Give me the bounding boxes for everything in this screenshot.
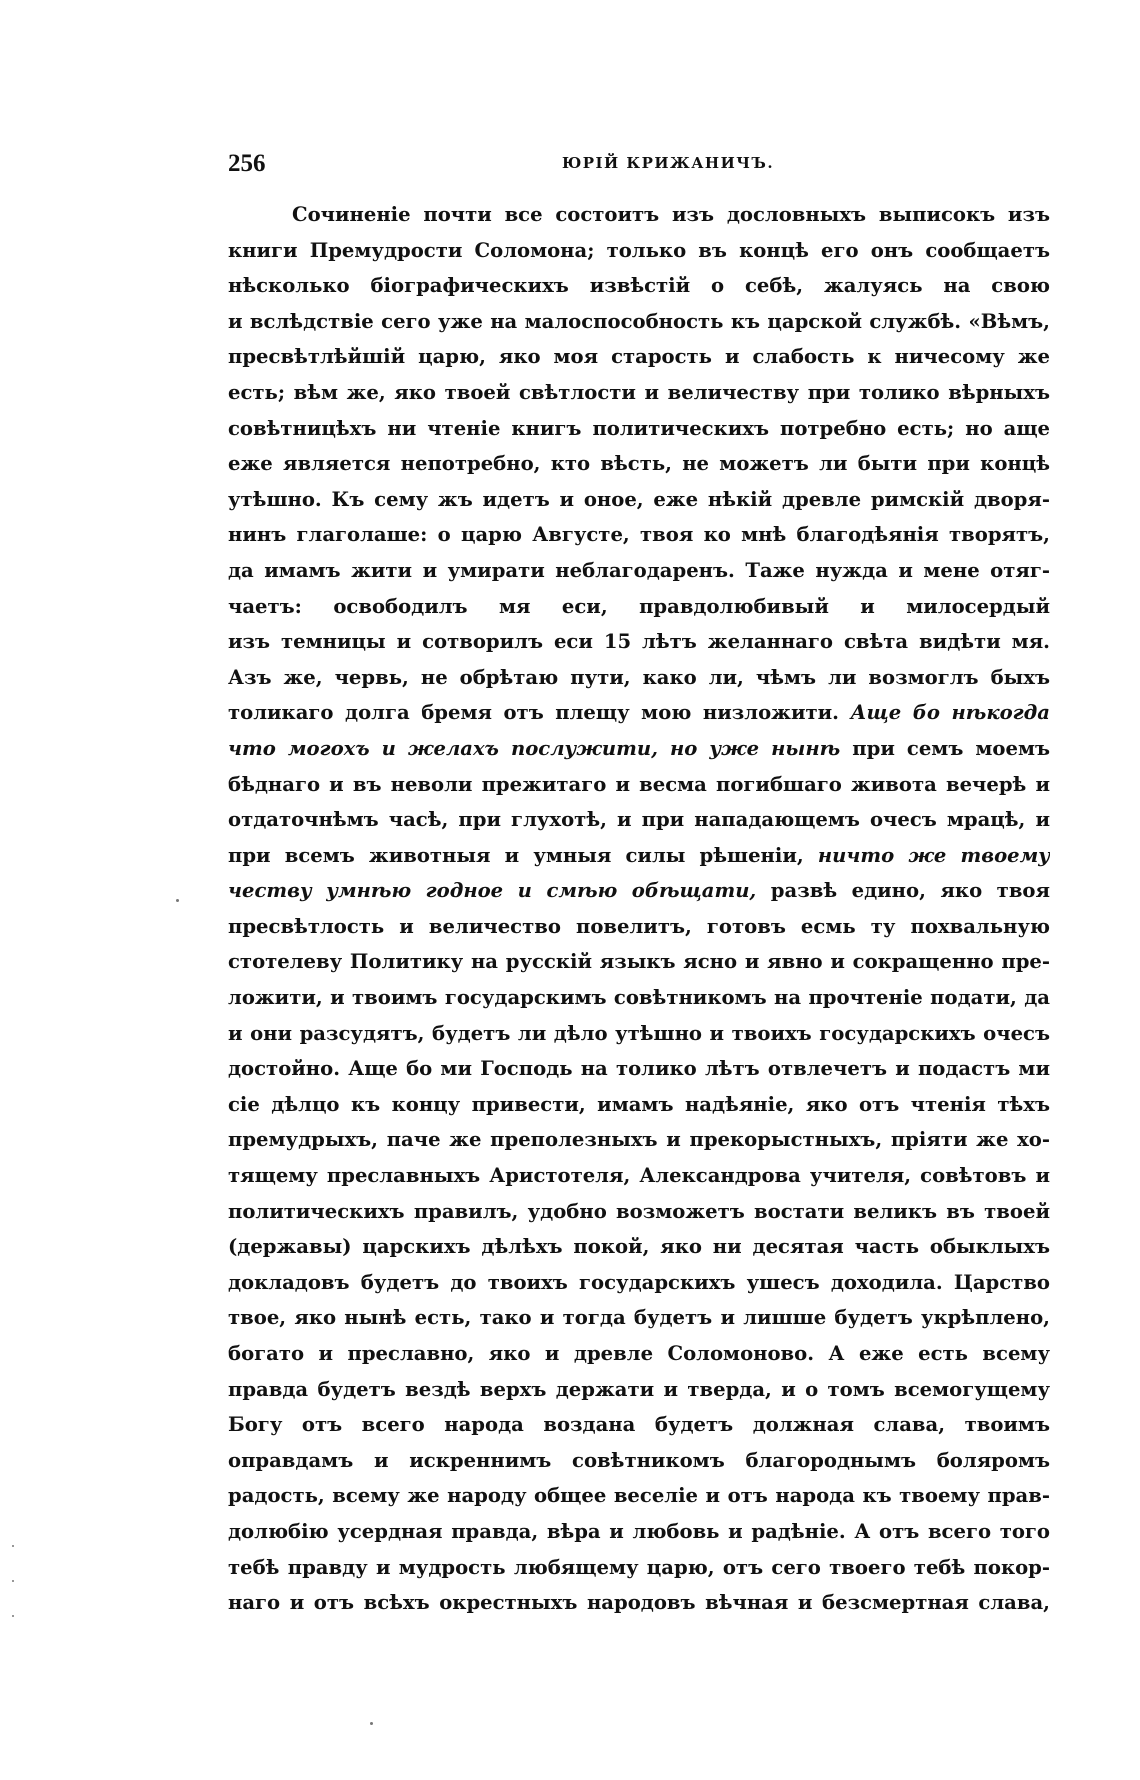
text-segment: еже является непотребно, кто вѣсть, не можетъ ли быти при концѣ: [228, 452, 1050, 476]
text-line: [228, 1265, 1050, 1301]
text-segment: твое, яко нынѣ есть, тако и тогда будетъ и лишше будетъ укрѣплено,: [228, 1306, 1050, 1330]
text-line: [228, 624, 1050, 660]
text-line: [228, 695, 1050, 731]
scan-speck: [12, 1545, 14, 1547]
text-line: [228, 1336, 1050, 1372]
text-segment: политическихъ правилъ, удобно возможетъ востати великъ въ твоей: [228, 1199, 1050, 1223]
text-segment: при семъ моемъ: [852, 736, 1050, 760]
text-line: [228, 1443, 1050, 1479]
text-line: [228, 767, 1050, 803]
text-line: [228, 1229, 1050, 1265]
text-line: [228, 411, 1050, 447]
italic-quote: что могохъ и желахъ послужити, но уже нынѣ: [228, 736, 841, 760]
text-segment: сіе дѣлцо къ концу привести, имамъ надѣяніе, яко отъ чтенія тѣхъ: [228, 1092, 1050, 1116]
text-line: [228, 1194, 1050, 1230]
text-line: [228, 482, 1050, 518]
text-segment: есть; вѣм же, яко твоей свѣтлости и величеству при толико вѣрныхъ: [228, 380, 1050, 404]
text-line: [228, 339, 1050, 375]
text-line: [228, 304, 1050, 340]
text-line: [228, 1016, 1050, 1052]
text-segment: радость, всему же народу общее веселіе и отъ народа къ твоему прав-: [228, 1484, 1050, 1508]
text-segment: тящему преславныхъ Аристотеля, Александрова учителя, совѣтовъ и: [228, 1164, 1050, 1188]
text-segment: стотелеву Политику на русскій языкъ ясно и явно и сокращенно пре-: [228, 950, 1050, 974]
text-line: [228, 1514, 1050, 1550]
text-segment: толикаго долга бремя отъ плещу мою низложити.: [228, 701, 851, 725]
text-line: [228, 268, 1050, 304]
text-segment: и вслѣдствіе сего уже на малоспособность къ царской службѣ. «Вѣмъ,: [228, 309, 1050, 333]
text-segment: Азъ же, червь, не обрѣтаю пути, како ли, чѣмъ ли возмоглъ быхъ: [228, 665, 1050, 689]
page-number: 256: [228, 150, 266, 177]
text-line: [228, 909, 1050, 945]
text-line: [228, 1407, 1050, 1443]
text-segment: отдаточнѣмъ часѣ, при глухотѣ, и при нападающемъ очесъ мрацѣ, и: [228, 808, 1050, 832]
text-segment: долюбію усердная правда, вѣра и любовь и радѣніе. А отъ всего того: [228, 1519, 1050, 1543]
text-segment: Сочиненіе почти все состоитъ изъ дословныхъ выписокъ изъ: [292, 203, 1050, 226]
text-segment: Богу отъ всего народа воздана будетъ должная слава, твоимъ: [228, 1413, 1050, 1437]
text-segment: чаетъ: освободилъ мя еси, правдолюбивый и милосердый: [228, 594, 1050, 618]
italic-quote: честву умнѣю годное и смѣю обѣщати,: [228, 879, 757, 903]
text-segment: оправдамъ и искреннимъ совѣтникомъ благороднымъ боляромъ: [228, 1448, 1050, 1472]
text-line: [228, 944, 1050, 980]
text-segment: тебѣ правду и мудрость любящему царю, отъ сего твоего тебѣ покор-: [228, 1555, 1050, 1579]
page-header: [228, 150, 1048, 180]
text-segment: премудрыхъ, паче же преполезныхъ и прекорыстныхъ, пріяти же хо-: [228, 1128, 1050, 1152]
text-segment: развѣ едино, яко твоя: [770, 879, 1050, 903]
text-line: [228, 233, 1050, 269]
text-line: [228, 873, 1050, 909]
text-segment: бѣднаго и въ неволи прежитаго и весма погибшаго живота вечерѣ и: [228, 772, 1050, 796]
text-line: [228, 517, 1050, 553]
text-line: [228, 1550, 1050, 1586]
scan-speck: [370, 1722, 373, 1725]
text-line: [228, 375, 1050, 411]
text-segment: докладовъ будетъ до твоихъ государскихъ ушесъ доходила. Царство: [228, 1270, 1050, 1294]
body-text: [228, 197, 1050, 1621]
text-line: [228, 553, 1050, 589]
text-segment: да имамъ жити и умирати неблагодаренъ. Таже нужда и мене отяг-: [228, 558, 1050, 582]
text-line: [228, 660, 1050, 696]
scan-speck: [12, 1580, 14, 1582]
text-segment: достойно. Аще бо ми Господь на толико лѣтъ отвлечетъ и подастъ ми: [228, 1057, 1050, 1081]
text-segment: пресвѣтлѣйшій царю, яко моя старость и слабость к ничесому же: [228, 345, 1050, 369]
text-line: [228, 802, 1050, 838]
text-line: [228, 589, 1050, 625]
running-title: ЮРІЙ КРИЖАНИЧЪ.: [561, 154, 775, 172]
text-line: [228, 1051, 1050, 1087]
text-line: [228, 446, 1050, 482]
text-line: [228, 1158, 1050, 1194]
text-line: [228, 1122, 1050, 1158]
text-segment: ложити, и твоимъ государскимъ совѣтникомъ на прочтеніе подати, да: [228, 986, 1050, 1010]
text-segment: (державы) царскихъ дѣлѣхъ покой, яко ни десятая часть обыклыхъ: [228, 1235, 1050, 1259]
text-segment: пресвѣтлость и величество повелитъ, готовъ есмь ту похвальную: [228, 914, 1050, 938]
text-line: [228, 1087, 1050, 1123]
text-line: [228, 197, 1050, 233]
text-line: [228, 1300, 1050, 1336]
italic-quote: Аще бо нѣкогда: [850, 701, 1050, 725]
text-segment: богато и преславно, яко и древле Соломоново. А еже есть всему: [228, 1342, 1050, 1365]
text-line: [228, 1478, 1050, 1514]
text-line: [228, 838, 1050, 874]
text-segment: нѣсколько біографическихъ извѣстій о себѣ, жалуясь на свою: [228, 274, 1050, 298]
text-segment: совѣтницѣхъ ни чтеніе книгъ политическихъ потребно есть; но аще: [228, 416, 1050, 440]
scan-speck: [176, 899, 179, 902]
text-line: [228, 1585, 1050, 1621]
text-segment: утѣшно. Къ сему жъ идетъ и оное, еже нѣкій древле римскій дворя-: [228, 487, 1050, 511]
text-segment: при всемъ животныя и умныя силы рѣшеніи,: [228, 843, 818, 867]
text-line: [228, 731, 1050, 767]
text-segment: изъ темницы и сотворилъ еси 15 лѣтъ желаннаго свѣта видѣти мя.: [228, 630, 1050, 654]
text-line: [228, 1372, 1050, 1408]
text-segment: книги Премудрости Соломона; только въ концѣ его онъ сообщаетъ: [228, 238, 1050, 262]
scan-speck: [12, 1615, 14, 1617]
text-line: [228, 980, 1050, 1016]
text-segment: правда будетъ вездѣ верхъ держати и тверда, и о томъ всемогущему: [228, 1377, 1050, 1401]
text-segment: наго и отъ всѣхъ окрестныхъ народовъ вѣчная и безсмертная слава,: [228, 1591, 1050, 1615]
text-segment: нинъ глаголаше: о царю Августе, твоя ко мнѣ благодѣянія творятъ,: [228, 523, 1050, 547]
italic-quote: ничто же твоему: [817, 843, 1050, 867]
text-segment: и они разсудятъ, будетъ ли дѣло утѣшно и твоихъ государскихъ очесъ: [228, 1021, 1050, 1045]
